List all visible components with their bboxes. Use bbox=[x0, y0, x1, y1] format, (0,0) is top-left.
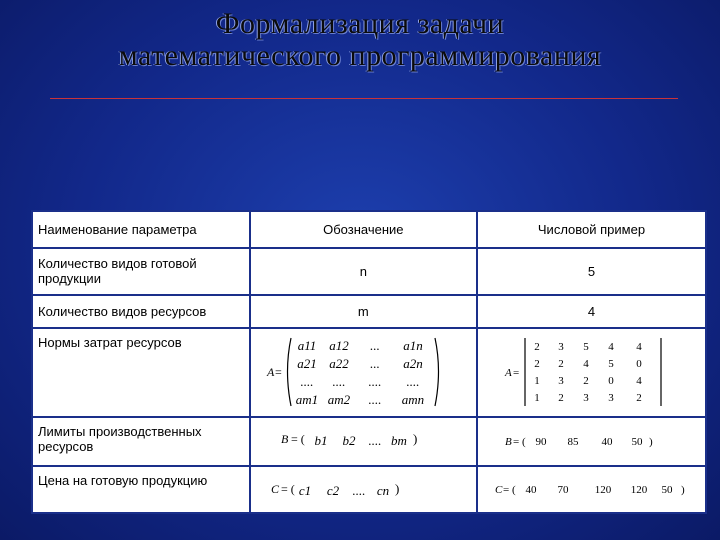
matrix-a-entry: a21 bbox=[297, 355, 318, 371]
vector-c-symbolic bbox=[251, 467, 476, 512]
svg-text:= (: = ( bbox=[281, 481, 296, 496]
header-symbol: Обозначение bbox=[251, 212, 476, 247]
svg-text:= (: = ( bbox=[291, 431, 306, 446]
vector-c-num-entry: 70 bbox=[557, 483, 569, 496]
row-example-m: 4 bbox=[478, 296, 705, 327]
vector-c-label: C bbox=[271, 481, 280, 496]
matrix-a-entry: a2n bbox=[403, 355, 424, 371]
matrix-a-num-entry: 2 bbox=[583, 374, 590, 387]
header-parameter-name: Наименование параметра bbox=[33, 212, 249, 247]
title-divider bbox=[50, 98, 678, 99]
matrix-a-entry: .... bbox=[406, 373, 420, 389]
vector-c-num-entry: 40 bbox=[525, 483, 537, 496]
vector-b-num-label: B bbox=[505, 435, 513, 448]
matrix-a-entry: .... bbox=[368, 391, 382, 407]
matrix-a-entry: .... bbox=[300, 373, 314, 389]
matrix-a-num-entry: 2 bbox=[534, 357, 541, 370]
matrix-a-num-entry: 2 bbox=[636, 391, 643, 404]
matrix-a-num-entry: 5 bbox=[608, 357, 615, 370]
svg-text:= (: = ( bbox=[503, 483, 517, 496]
vector-c-symbolic-svg bbox=[263, 473, 463, 503]
vector-b-num-entry: 90 bbox=[535, 435, 547, 448]
matrix-a-num-entry: 2 bbox=[558, 391, 565, 404]
matrix-a-num-entry: 3 bbox=[608, 391, 615, 404]
vector-b-num-entry: 85 bbox=[567, 435, 579, 448]
vector-c-num-entry: 120 bbox=[631, 483, 648, 496]
matrix-a-symbolic-svg bbox=[263, 332, 463, 410]
row-name-products: Количество видов готовой продукции bbox=[33, 249, 249, 294]
vector-b-numeric bbox=[478, 418, 705, 465]
matrix-a-num-entry: 3 bbox=[583, 391, 590, 404]
vector-b-label: B bbox=[281, 431, 289, 446]
matrix-a-num-entry: 3 bbox=[558, 374, 565, 387]
matrix-a-entry: .... bbox=[332, 373, 346, 389]
svg-text:=: = bbox=[513, 366, 520, 379]
row-symbol-m: m bbox=[251, 296, 476, 327]
matrix-a-num-entry: 2 bbox=[558, 357, 565, 370]
vector-b-entry: b1 bbox=[314, 432, 328, 448]
matrix-a-num-entry: 0 bbox=[608, 374, 615, 387]
matrix-a-label: A bbox=[267, 364, 275, 379]
matrix-a-num-entry: 0 bbox=[636, 357, 643, 370]
svg-text:= (: = ( bbox=[513, 435, 527, 448]
matrix-a-entry: a12 bbox=[329, 337, 350, 353]
vector-b-symbolic-svg bbox=[263, 425, 463, 455]
table-row bbox=[33, 467, 705, 512]
vector-c-numeric-svg bbox=[491, 473, 691, 503]
row-name-limits: Лимиты производственных ресурсов bbox=[33, 418, 249, 465]
vector-b-num-entry: 50 bbox=[631, 435, 643, 448]
svg-text:): ) bbox=[649, 435, 654, 448]
svg-text:): ) bbox=[395, 480, 400, 496]
matrix-a-num-entry: 4 bbox=[608, 340, 615, 353]
table-row bbox=[33, 329, 705, 416]
matrix-a-entry: ... bbox=[370, 355, 381, 371]
vector-b-entry: .... bbox=[368, 432, 382, 448]
vector-b-num-entry: 40 bbox=[601, 435, 613, 448]
vector-b-symbolic bbox=[251, 418, 476, 465]
matrix-a-entry: am2 bbox=[328, 391, 351, 407]
row-symbol-n: n bbox=[251, 249, 476, 294]
matrix-a-num-entry: 1 bbox=[534, 374, 541, 387]
header-example: Числовой пример bbox=[478, 212, 705, 247]
matrix-a-num-entry: 2 bbox=[534, 340, 541, 353]
slide-title bbox=[0, 8, 720, 72]
table-row bbox=[33, 296, 705, 327]
vector-b-numeric-svg bbox=[491, 425, 691, 455]
table-row bbox=[33, 249, 705, 294]
svg-text:): ) bbox=[681, 483, 686, 496]
matrix-a-num-entry: 3 bbox=[558, 340, 565, 353]
matrix-a-num-entry: 4 bbox=[636, 340, 643, 353]
matrix-a-entry: ... bbox=[370, 337, 381, 353]
parameters-table bbox=[31, 210, 707, 514]
svg-text:=: = bbox=[275, 364, 283, 379]
matrix-a-num-entry: 4 bbox=[583, 357, 590, 370]
matrix-a-entry: .... bbox=[368, 373, 382, 389]
row-example-n: 5 bbox=[478, 249, 705, 294]
matrix-a-entry: amn bbox=[402, 391, 425, 407]
matrix-a-entry: a1n bbox=[403, 337, 424, 353]
matrix-a-num-entry: 5 bbox=[583, 340, 590, 353]
matrix-a-symbolic bbox=[251, 329, 476, 416]
table-row bbox=[33, 418, 705, 465]
row-name-resources: Количество видов ресурсов bbox=[33, 296, 249, 327]
row-name-norms: Нормы затрат ресурсов bbox=[33, 329, 249, 416]
vector-c-entry: c1 bbox=[299, 482, 312, 498]
matrix-a-num-label: A bbox=[505, 366, 513, 379]
row-name-price: Цена на готовую продукцию bbox=[33, 467, 249, 512]
title-line-1: Формализация задачи bbox=[215, 7, 505, 40]
vector-c-num-entry: 120 bbox=[595, 483, 612, 496]
matrix-a-numeric bbox=[478, 329, 705, 416]
vector-c-num-label: C bbox=[495, 483, 503, 496]
svg-text:): ) bbox=[413, 430, 418, 446]
vector-c-entry: cn bbox=[377, 482, 390, 498]
matrix-a-num-entry: 4 bbox=[636, 374, 643, 387]
vector-b-entry: b2 bbox=[342, 432, 356, 448]
matrix-a-entry: a22 bbox=[329, 355, 350, 371]
vector-b-entry: bm bbox=[391, 432, 408, 448]
vector-c-numeric bbox=[478, 467, 705, 512]
matrix-a-numeric-svg bbox=[491, 332, 691, 410]
vector-c-entry: c2 bbox=[327, 482, 340, 498]
matrix-a-entry: am1 bbox=[296, 391, 319, 407]
matrix-a-entry: a11 bbox=[298, 337, 317, 353]
vector-c-num-entry: 50 bbox=[661, 483, 673, 496]
matrix-a-num-entry: 1 bbox=[534, 391, 541, 404]
vector-c-entry: .... bbox=[352, 482, 366, 498]
title-line-2: математического программирования bbox=[118, 39, 602, 72]
table-header-row bbox=[33, 212, 705, 247]
